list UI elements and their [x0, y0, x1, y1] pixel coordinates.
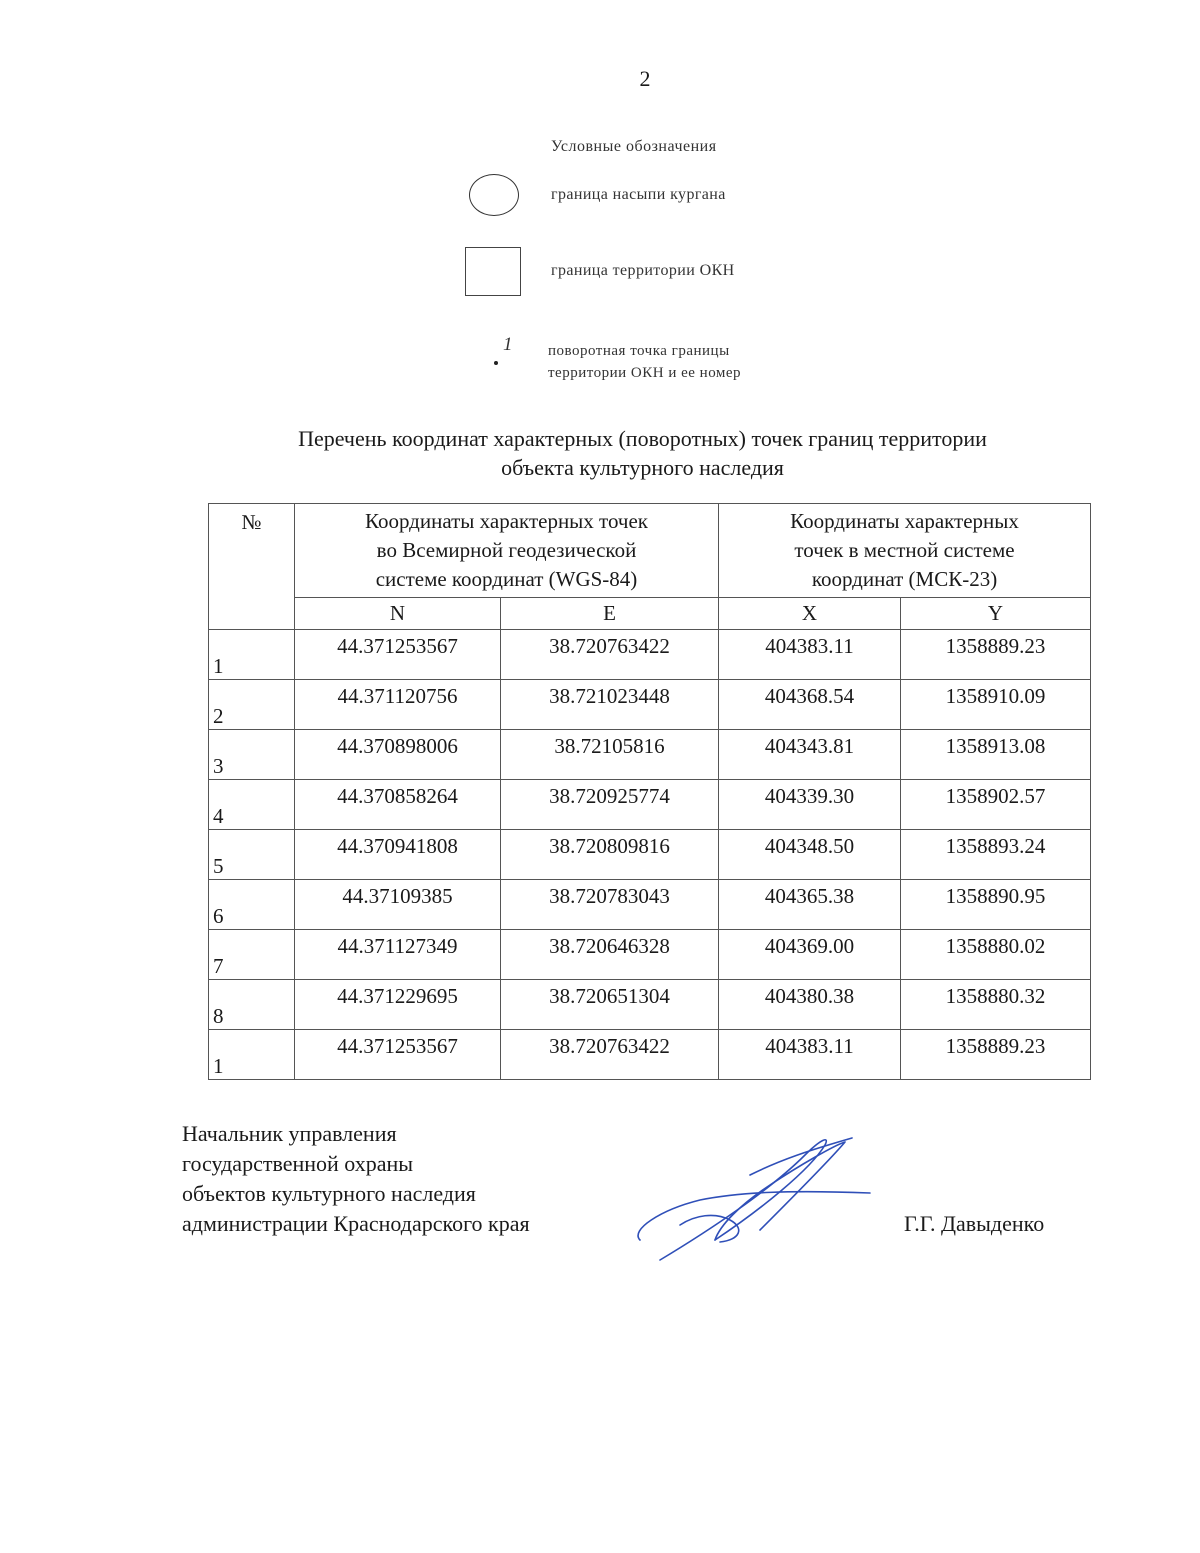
cell-y: 1358902.57 — [901, 780, 1091, 830]
cell-e: 38.72105816 — [501, 730, 719, 780]
territory-boundary-symbol — [465, 247, 521, 296]
cell-x: 404343.81 — [719, 730, 901, 780]
table-row — [209, 880, 1091, 930]
cell-y: 1358890.95 — [901, 880, 1091, 930]
cell-n: 44.37109385 — [295, 880, 501, 930]
cell-x: 404339.30 — [719, 780, 901, 830]
document-title — [180, 424, 1105, 482]
turning-point-label-line2: территории ОКН и ее номер — [548, 365, 742, 381]
legend-title: Условные обозначения — [551, 138, 717, 155]
cell-x: 404368.54 — [719, 680, 901, 730]
header-x: X — [719, 598, 901, 630]
mound-boundary-symbol — [469, 174, 519, 216]
header-wgs84-line2: во Всемирной геодезической — [376, 538, 637, 562]
document-title-line2: объекта культурного наследия — [501, 455, 784, 480]
header-wgs84 — [295, 504, 719, 598]
point-number: 4 — [209, 780, 295, 830]
mound-boundary-label: граница насыпи кургана — [551, 186, 726, 203]
territory-boundary-label: граница территории ОКН — [551, 262, 735, 279]
header-wgs84-line3: системе координат (WGS-84) — [375, 567, 638, 591]
point-number: 3 — [209, 730, 295, 780]
table-row — [209, 1030, 1091, 1080]
signatory-position-line1: Начальник управления — [182, 1121, 397, 1146]
header-msk23-line3: координат (МСК-23) — [811, 567, 998, 591]
cell-y: 1358880.02 — [901, 930, 1091, 980]
cell-n: 44.370898006 — [295, 730, 501, 780]
cell-n: 44.371229695 — [295, 980, 501, 1030]
cell-x: 404383.11 — [719, 1030, 901, 1080]
header-msk23-line2: точек в местной системе — [794, 538, 1015, 562]
point-number: 1 — [209, 630, 295, 680]
cell-y: 1358910.09 — [901, 680, 1091, 730]
header-e: E — [501, 598, 719, 630]
point-number: 6 — [209, 880, 295, 930]
cell-y: 1358889.23 — [901, 1030, 1091, 1080]
cell-e: 38.720651304 — [501, 980, 719, 1030]
cell-n: 44.371253567 — [295, 1030, 501, 1080]
cell-x: 404348.50 — [719, 830, 901, 880]
turning-point-number: 1 — [503, 334, 513, 355]
cell-x: 404369.00 — [719, 930, 901, 980]
cell-e: 38.720763422 — [501, 1030, 719, 1080]
cell-x: 404380.38 — [719, 980, 901, 1030]
table-row — [209, 930, 1091, 980]
header-n: N — [295, 598, 501, 630]
point-number: 2 — [209, 680, 295, 730]
cell-e: 38.721023448 — [501, 680, 719, 730]
turning-point-label — [548, 340, 741, 384]
header-number: № — [209, 504, 295, 630]
table-row — [209, 730, 1091, 780]
page-number: 2 — [639, 66, 651, 91]
cell-n: 44.371127349 — [295, 930, 501, 980]
cell-e: 38.720809816 — [501, 830, 719, 880]
point-number: 1 — [209, 1030, 295, 1080]
cell-y: 1358893.24 — [901, 830, 1091, 880]
header-wgs84-line1: Координаты характерных точек — [365, 509, 648, 533]
table-row — [209, 630, 1091, 680]
signatory-position-line2: государственной охраны — [182, 1151, 414, 1176]
cell-n: 44.370941808 — [295, 830, 501, 880]
table-row — [209, 680, 1091, 730]
cell-e: 38.720763422 — [501, 630, 719, 680]
table-row — [209, 780, 1091, 830]
cell-y: 1358889.23 — [901, 630, 1091, 680]
signatory-position-line3: объектов культурного наследия — [182, 1181, 476, 1206]
coordinates-table — [208, 503, 1091, 1080]
handwritten-signature — [620, 1130, 880, 1265]
table-row — [209, 830, 1091, 880]
signatory-position — [182, 1119, 530, 1239]
turning-point-label-line1: поворотная точка границы — [548, 343, 730, 359]
header-y: Y — [901, 598, 1091, 630]
signatory-position-line4: администрации Краснодарского края — [182, 1211, 530, 1236]
cell-x: 404383.11 — [719, 630, 901, 680]
cell-y: 1358880.32 — [901, 980, 1091, 1030]
point-number: 7 — [209, 930, 295, 980]
point-number: 8 — [209, 980, 295, 1030]
cell-e: 38.720925774 — [501, 780, 719, 830]
cell-n: 44.370858264 — [295, 780, 501, 830]
cell-e: 38.720783043 — [501, 880, 719, 930]
header-msk23-line1: Координаты характерных — [790, 509, 1019, 533]
document-title-line1: Перечень координат характерных (поворотных) точек границ территории — [298, 426, 987, 451]
cell-y: 1358913.08 — [901, 730, 1091, 780]
header-msk23 — [719, 504, 1091, 598]
cell-e: 38.720646328 — [501, 930, 719, 980]
cell-x: 404365.38 — [719, 880, 901, 930]
signatory-name: Г.Г. Давыденко — [904, 1211, 1045, 1236]
turning-point-symbol — [494, 361, 498, 365]
point-number: 5 — [209, 830, 295, 880]
table-row — [209, 980, 1091, 1030]
cell-n: 44.371120756 — [295, 680, 501, 730]
cell-n: 44.371253567 — [295, 630, 501, 680]
